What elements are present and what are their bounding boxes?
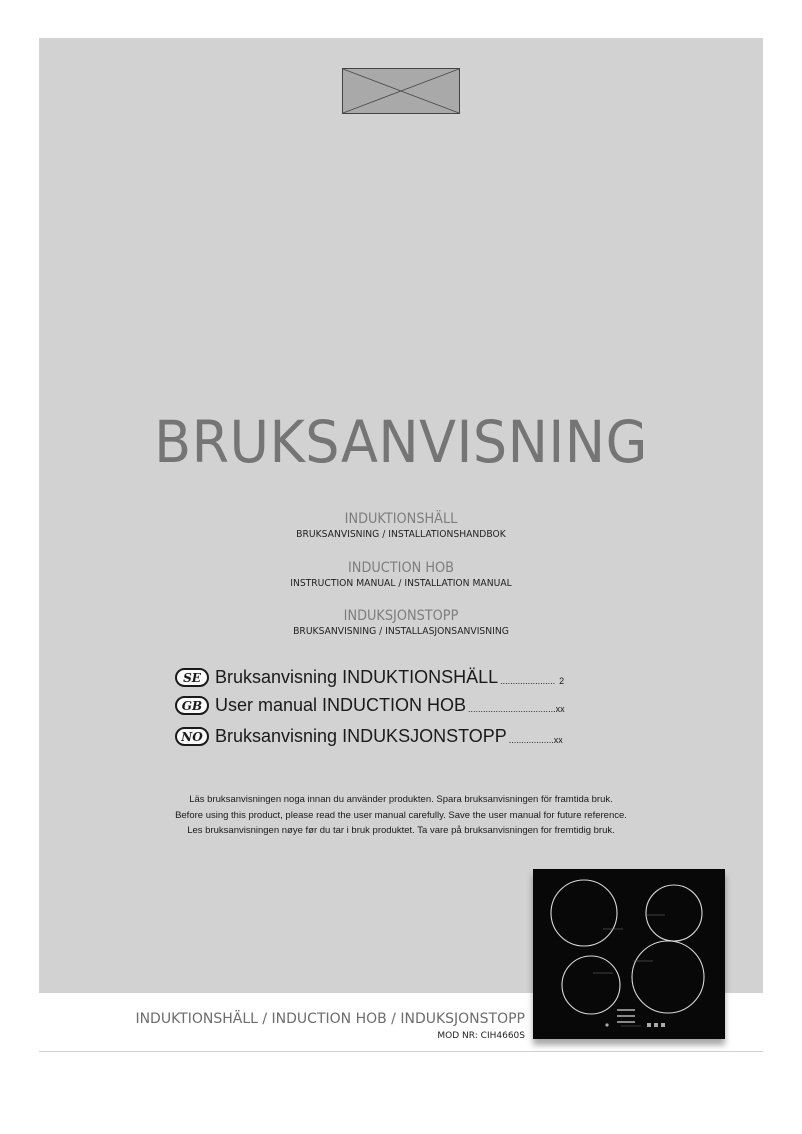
toc-entry-title: Bruksanvisning INDUKSJONSTOPP: [215, 725, 507, 746]
usage-notice: [0, 792, 802, 839]
toc-page-number: 2: [559, 676, 565, 686]
section-gb: [0, 560, 802, 590]
footer-divider: [39, 1051, 763, 1052]
notice-line-no: Les bruksanvisningen nøye før du tar i bruk produktet. Ta vare på bruksanvisningen for fremtidig bruk.: [187, 825, 615, 836]
notice-line-gb: Before using this product, please read the user manual carefully. Save the user manual for future reference.: [175, 809, 627, 821]
toc-entry-title: User manual INDUCTION HOB: [215, 694, 467, 715]
language-badge-no: NO: [175, 727, 209, 746]
section-se: [0, 511, 802, 541]
language-badge-gb: GB: [175, 696, 209, 715]
toc-entry-no[interactable]: [175, 724, 563, 748]
section-subheading: BRUKSANVISNING / INSTALLASJONSANVISNING: [293, 626, 509, 637]
section-heading: INDUKTIONSHÄLL: [344, 511, 458, 527]
toc-entry-gb[interactable]: [175, 693, 565, 717]
toc-leader-dots: ...................................: [468, 704, 556, 714]
main-title: BRUKSANVISNING: [154, 408, 648, 476]
toc-entry-title: Bruksanvisning INDUKTIONSHÄLL: [215, 666, 499, 687]
language-badge-se: SE: [175, 668, 209, 687]
induction-hob-image: [533, 869, 725, 1039]
section-subheading: INSTRUCTION MANUAL / INSTALLATION MANUAL: [290, 578, 512, 589]
footer-model-number: MOD NR: CIH4660S: [437, 1031, 525, 1041]
toc-leader-dots: ..................: [508, 735, 554, 745]
logo-placeholder-icon: [342, 68, 460, 114]
notice-line-se: Läs bruksanvisningen noga innan du använder produkten. Spara bruksanvisningen för framtida bruk.: [189, 794, 613, 805]
toc-page-number: xx: [553, 735, 563, 745]
section-no: [0, 608, 802, 638]
section-subheading: BRUKSANVISNING / INSTALLATIONSHANDBOK: [296, 529, 506, 540]
toc-entry-se[interactable]: [175, 665, 564, 689]
section-heading: INDUKSJONSTOPP: [343, 608, 459, 624]
footer-product-title: INDUKTIONSHÄLL / INDUCTION HOB / INDUKSJONSTOPP: [135, 1011, 525, 1027]
toc-leader-dots: ......................: [500, 676, 556, 686]
section-heading: INDUCTION HOB: [348, 560, 454, 576]
toc-page-number: xx: [555, 704, 565, 714]
